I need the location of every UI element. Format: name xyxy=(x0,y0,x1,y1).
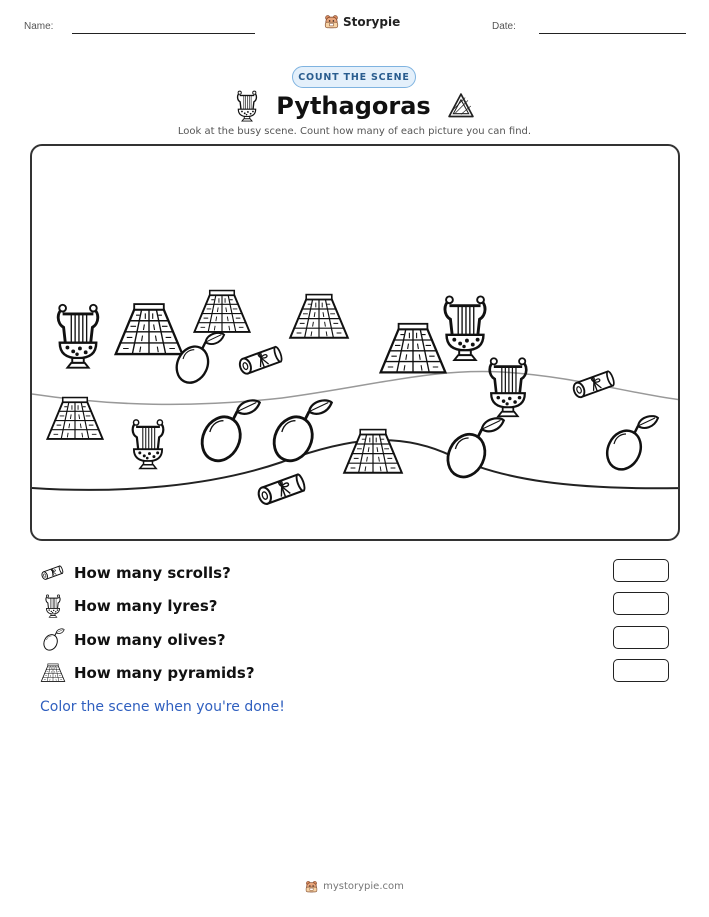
scroll-icon xyxy=(238,346,283,375)
scroll-icon xyxy=(572,371,616,399)
pyramid-icon xyxy=(381,324,446,373)
lyre-icon xyxy=(40,594,66,618)
name-label: Name: xyxy=(24,21,54,32)
question-text: How many pyramids? xyxy=(74,664,255,682)
pyramid-icon xyxy=(47,398,102,439)
question-row-scrolls xyxy=(40,560,231,586)
name-line[interactable] xyxy=(72,33,255,34)
pyramid-icon xyxy=(116,304,183,354)
olive-icon xyxy=(40,628,66,652)
brand-name: Storypie xyxy=(343,14,401,29)
answer-box-lyres[interactable] xyxy=(613,592,669,615)
question-row-pyramids xyxy=(40,660,255,686)
question-text: How many scrolls? xyxy=(74,564,231,582)
triangle-icon xyxy=(447,92,475,120)
lyre-icon xyxy=(133,420,164,469)
scroll-icon xyxy=(257,474,307,506)
olive-icon xyxy=(441,418,504,483)
scroll-icon xyxy=(40,563,66,583)
pyramid-icon xyxy=(290,295,348,338)
footer xyxy=(0,880,709,893)
olive-icon xyxy=(171,333,224,388)
activity-badge: COUNT THE SCENE xyxy=(292,66,416,88)
coloring-note: Color the scene when you're done! xyxy=(40,699,285,715)
olive-icon xyxy=(195,400,260,467)
question-row-olives xyxy=(40,627,226,653)
bear-icon xyxy=(305,880,318,893)
page-title: Pythagoras xyxy=(276,92,431,120)
pyramid-icon xyxy=(40,663,66,683)
olive-icon xyxy=(601,416,658,475)
lyre-icon xyxy=(58,305,98,368)
olive-icon xyxy=(267,400,332,467)
answer-box-olives[interactable] xyxy=(613,626,669,649)
pyramid-icon xyxy=(344,430,402,473)
brand-logo xyxy=(324,14,400,29)
answer-box-scrolls[interactable] xyxy=(613,559,669,582)
lyre-icon xyxy=(445,296,485,360)
question-text: How many lyres? xyxy=(74,597,218,615)
pyramid-icon xyxy=(194,291,249,332)
bear-icon xyxy=(324,14,339,29)
footer-url[interactable]: mystorypie.com xyxy=(323,881,404,892)
scene-illustration xyxy=(32,146,680,541)
date-label: Date: xyxy=(492,21,516,32)
title-row xyxy=(0,90,709,122)
question-text: How many olives? xyxy=(74,631,226,649)
date-line[interactable] xyxy=(539,33,686,34)
instructions: Look at the busy scene. Count how many of each picture you can find. xyxy=(177,126,532,137)
lyre-icon xyxy=(490,358,527,416)
busy-scene xyxy=(30,144,680,541)
question-row-lyres xyxy=(40,593,218,619)
answer-box-pyramids[interactable] xyxy=(613,659,669,682)
lyre-icon xyxy=(234,90,260,122)
